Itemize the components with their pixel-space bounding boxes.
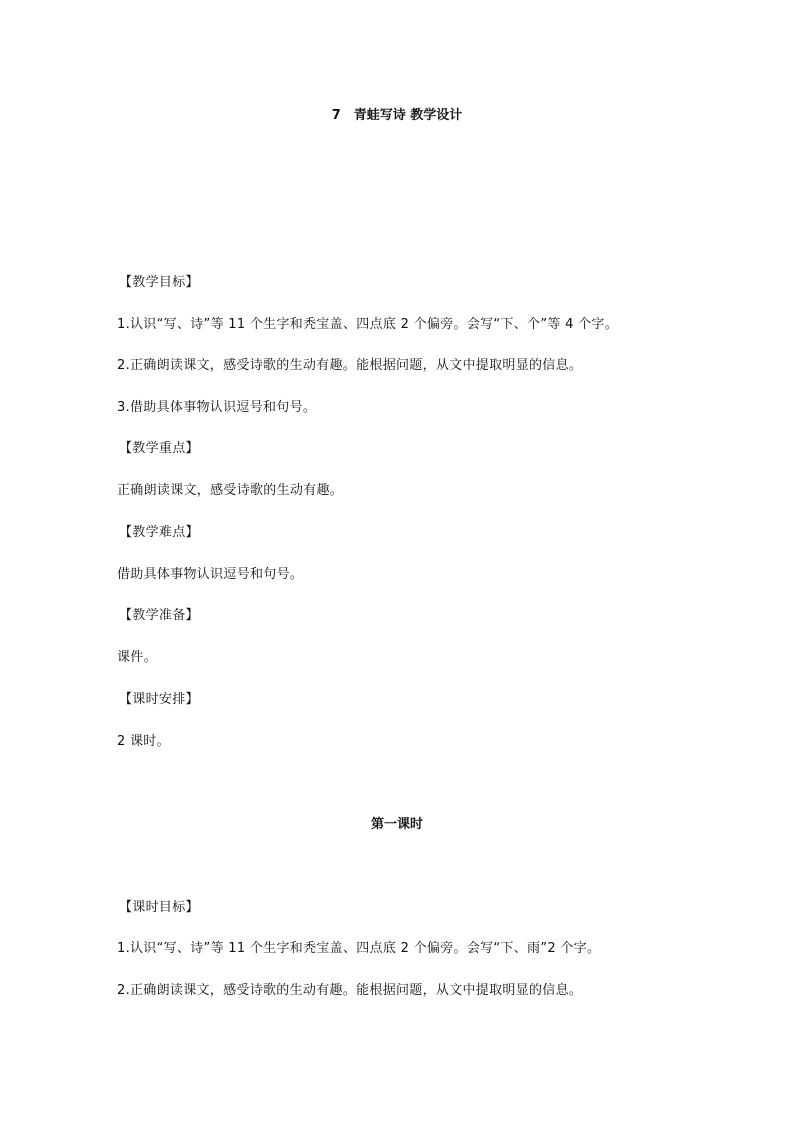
document-title: 7 青蛙写诗 教学设计 [331, 108, 463, 123]
goal-item: 3.借助具体事物认识逗号和句号。 [117, 400, 317, 415]
goal-item: 1.认识“写、诗”等 11 个生字和秃宝盖、四点底 2 个偏旁。会写“下、个”等 4 个字。 [117, 317, 619, 332]
lesson1-goals-heading: 【课时目标】 [119, 900, 199, 915]
schedule-text: 2 课时。 [117, 734, 170, 749]
preparation-text: 课件。 [117, 650, 157, 665]
goals-heading: 【教学目标】 [119, 275, 199, 290]
schedule-heading: 【课时安排】 [119, 692, 199, 707]
difficulties-text: 借助具体事物认识逗号和句号。 [117, 567, 304, 582]
key-points-text: 正确朗读课文，感受诗歌的生动有趣。 [117, 483, 344, 498]
lesson1-goal-item: 2.正确朗读课文，感受诗歌的生动有趣。能根据问题，从文中提取明显的信息。 [117, 983, 583, 998]
lesson1-title: 第一课时 [370, 817, 423, 832]
goal-item: 2.正确朗读课文，感受诗歌的生动有趣。能根据问题，从文中提取明显的信息。 [117, 358, 583, 373]
difficulties-heading: 【教学难点】 [119, 525, 199, 540]
lesson1-goal-item: 1.认识“写、诗”等 11 个生字和秃宝盖、四点底 2 个偏旁。会写“下、雨”2 个字。 [117, 941, 601, 956]
preparation-heading: 【教学准备】 [119, 608, 199, 623]
key-points-heading: 【教学重点】 [119, 441, 199, 456]
